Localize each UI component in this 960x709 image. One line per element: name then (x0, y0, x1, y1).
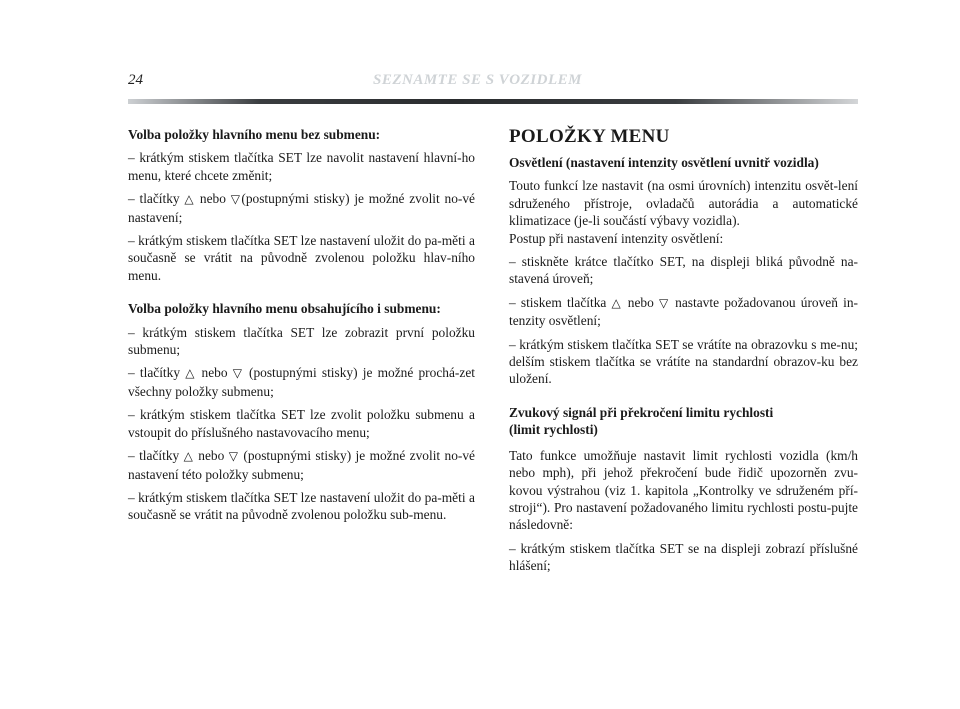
paragraph: – tlačítky △ nebo ▽ (postupnými stisky) je možné prochá-zet všechny položky submenu; (128, 365, 475, 399)
paragraph: – krátkým stiskem tlačítka SET se na displeji zobrazí příslušné hlášení; (509, 540, 858, 574)
heading-lighting: Osvětlení (nastavení intenzity osvětlení uvnitř vozidla) (509, 155, 819, 170)
triangle-up-icon: △ (611, 295, 623, 310)
right-column (509, 126, 858, 581)
left-column (128, 126, 475, 530)
triangle-up-icon: △ (184, 192, 196, 207)
triangle-down-icon: ▽ (228, 449, 239, 464)
page-header (128, 70, 858, 110)
paragraph: – krátkým stiskem tlačítka SET lze nastavení uložit do pa-měti a současně se vrátit na původně zvolenou položku hlav-ního menu. (128, 233, 475, 283)
paragraph: Postup při nastavení intenzity osvětlení: (509, 230, 724, 246)
page-number: 24 (128, 72, 143, 88)
paragraph: – krátkým stiskem tlačítka SET se vrátíte na obrazovku s me-nu; delším stiskem tlačítka se vrátíte na standardní obrazov-ku bez uložení. (509, 336, 858, 387)
triangle-down-icon: ▽ (232, 366, 244, 381)
paragraph: – stiskněte krátce tlačítko SET, na displeji bliká původně na-stavená úroveň; (509, 254, 858, 287)
heading-no-submenu: Volba položky hlavního menu bez submenu: (128, 127, 381, 142)
header-rule (128, 99, 858, 104)
paragraph: – tlačítky △ nebo ▽(postupnými stisky) je možné zvolit no-vé nastavení; (128, 191, 475, 225)
heading-speed-limit: Zvukový signál při překročení limitu rychlosti (limit rychlosti) (509, 404, 774, 438)
paragraph: – krátkým stiskem tlačítka SET lze zobrazit první položku submenu; (128, 324, 475, 358)
triangle-up-icon: △ (183, 449, 194, 464)
heading-with-submenu: Volba položky hlavního menu obsahujícího i submenu: (128, 301, 441, 317)
triangle-up-icon: △ (185, 366, 197, 381)
triangle-down-icon: ▽ (658, 295, 670, 310)
paragraph: – krátkým stiskem tlačítka SET lze navolit nastavení hlavní-ho menu, které chcete změnit; (128, 150, 475, 183)
paragraph: – stiskem tlačítka △ nebo ▽ nastavte požadovanou úroveň in-tenzity osvětlení; (509, 294, 858, 329)
paragraph: Touto funkcí lze nastavit (na osmi úrovních) intenzitu osvět-lení sdruženého přístroje, ovladačů autorádia a automatické klimatizace (je-li součástí výbavy vozidla). (509, 178, 858, 229)
section-title: SEZNAMTE SE S VOZIDLEM (373, 72, 582, 88)
menu-items-title: POLOŽKY MENU (509, 126, 670, 147)
paragraph: Tato funkce umožňuje nastavit limit rychlosti vozidla (km/h nebo mph), při jehož překročení bude řidič upozorněn zvu-kovou výstrahou (viz 1. kapitola „Kontrolky ve sdruženém pří-stroji“). Pro nastavení požadovaného limitu rychlosti postu-pujte následovně: (509, 447, 858, 533)
paragraph: – krátkým stiskem tlačítka SET lze nastavení uložit do pa-měti a současně se vrátit na původně zvolenou položku sub-menu. (128, 489, 475, 523)
triangle-down-icon: ▽ (230, 192, 242, 207)
paragraph: – krátkým stiskem tlačítka SET lze zvolit položku submenu a vstoupit do příslušného nastavovacího menu; (128, 407, 475, 440)
paragraph: – tlačítky △ nebo ▽ (postupnými stisky) je možné zvolit no-vé nastavení této položky submenu; (128, 448, 475, 482)
